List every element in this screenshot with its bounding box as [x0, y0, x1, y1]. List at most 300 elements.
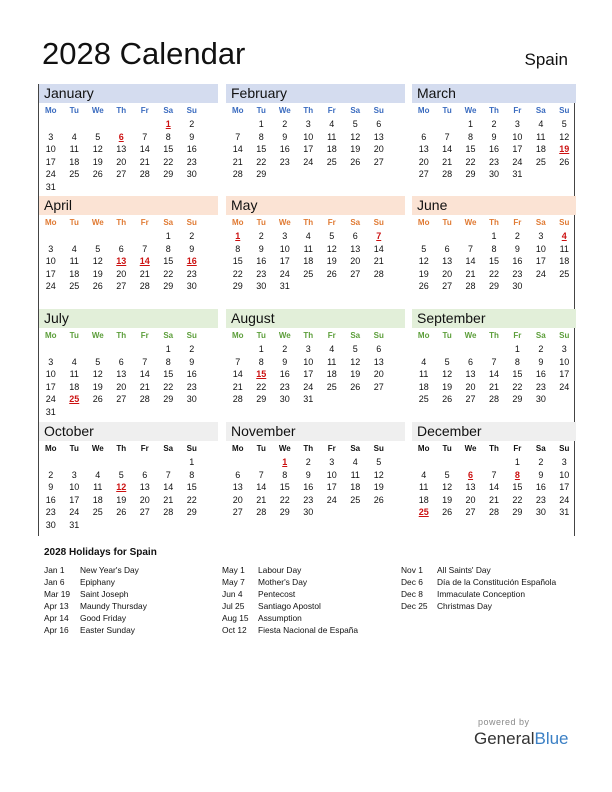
- holiday-item: [401, 576, 556, 588]
- weekday-label: Tu: [256, 444, 266, 453]
- weekday-label: Mo: [417, 444, 430, 453]
- week-row: [412, 168, 576, 181]
- month-name: May: [226, 196, 405, 215]
- weekday-header: [226, 215, 405, 230]
- day-cell: 6: [468, 469, 474, 480]
- week-row: [226, 280, 405, 293]
- month-january: [39, 84, 218, 197]
- weekday-label: We: [91, 444, 104, 453]
- day-cell: 17: [279, 256, 290, 267]
- day-cell: 18: [69, 268, 80, 279]
- week-row: [39, 268, 218, 281]
- day-cell: 7: [376, 231, 382, 241]
- week-row: [226, 268, 405, 281]
- day-cell: 11: [69, 144, 79, 155]
- day-cell: 27: [373, 381, 384, 392]
- weekday-label: Tu: [69, 106, 79, 115]
- weekday-label: Tu: [69, 218, 79, 227]
- day-cell: 19: [418, 268, 429, 279]
- day-cell: 11: [350, 469, 360, 480]
- day-cell: 4: [95, 469, 101, 480]
- day-cell: 16: [45, 494, 56, 505]
- week-row: [39, 131, 218, 144]
- week-row: [412, 469, 576, 482]
- weekday-label: Tu: [69, 331, 79, 340]
- day-cell: 19: [373, 482, 384, 493]
- holiday-item: [44, 600, 147, 612]
- day-cell: [344, 280, 368, 293]
- week-row: [412, 368, 576, 381]
- day-cell: 4: [305, 231, 311, 241]
- day-cell: 4: [71, 356, 77, 367]
- day-cell: 5: [352, 344, 358, 354]
- day-cell: 4: [561, 231, 567, 241]
- day-cell: [529, 168, 552, 181]
- day-cell: 19: [116, 494, 127, 505]
- week-row: [226, 356, 405, 369]
- day-cell: 24: [303, 156, 314, 167]
- day-cell: 7: [491, 469, 497, 480]
- weekday-header: [226, 441, 405, 456]
- day-cell: 24: [559, 494, 570, 505]
- day-cell: 26: [326, 268, 337, 279]
- day-cell: 22: [279, 494, 290, 505]
- weekday-label: Sa: [350, 218, 361, 227]
- day-cell: [63, 118, 87, 131]
- day-cell: 1: [165, 231, 171, 241]
- weekday-label: Fr: [513, 331, 522, 340]
- day-cell: [39, 343, 63, 356]
- day-cell: 5: [376, 457, 382, 467]
- day-cell: 29: [163, 281, 174, 292]
- week-row: [39, 255, 218, 268]
- brand-text-general: General: [474, 729, 535, 748]
- day-cell: 26: [559, 156, 570, 167]
- weekday-label: Tu: [442, 444, 452, 453]
- weekday-label: Mo: [417, 106, 430, 115]
- day-cell: 20: [373, 369, 384, 380]
- day-cell: 28: [373, 268, 384, 279]
- day-cell: 20: [350, 256, 361, 267]
- day-cell: 12: [350, 356, 361, 367]
- holiday-name: Maundy Thursday: [80, 601, 147, 611]
- day-cell: [110, 519, 134, 532]
- day-cell: 4: [71, 243, 77, 254]
- day-cell: 13: [116, 369, 127, 380]
- day-cell: 9: [189, 356, 195, 367]
- day-cell: 10: [535, 243, 546, 254]
- day-cell: 14: [139, 369, 150, 380]
- brand-logo[interactable]: [474, 729, 569, 749]
- day-cell: 15: [256, 144, 267, 155]
- day-cell: 13: [465, 369, 476, 380]
- day-cell: 23: [45, 507, 56, 518]
- day-cell: [39, 456, 63, 469]
- holiday-name: Easter Sunday: [80, 625, 135, 635]
- day-cell: 12: [373, 469, 384, 480]
- day-cell: [39, 118, 63, 131]
- day-cell: 1: [258, 119, 264, 129]
- week-row: [412, 393, 576, 406]
- day-cell: 21: [139, 381, 150, 392]
- day-cell: 1: [165, 344, 171, 354]
- day-cell: 11: [536, 131, 546, 142]
- weekday-label: We: [278, 331, 291, 340]
- weekday-label: Su: [373, 218, 384, 227]
- day-cell: 5: [561, 119, 567, 129]
- weekday-label: Fr: [327, 331, 336, 340]
- day-cell: [63, 456, 87, 469]
- day-cell: 26: [373, 494, 384, 505]
- week-row: [39, 456, 218, 469]
- day-cell: 11: [327, 356, 337, 367]
- week-row: [412, 506, 576, 519]
- weekday-label: Th: [116, 218, 127, 227]
- day-cell: 28: [139, 394, 150, 405]
- month-name: August: [226, 309, 405, 328]
- day-cell: 11: [419, 482, 429, 493]
- weekday-header: [39, 441, 218, 456]
- week-row: [39, 406, 218, 419]
- day-cell: 27: [465, 507, 476, 518]
- day-cell: 18: [535, 144, 546, 155]
- day-cell: 10: [326, 469, 337, 480]
- day-cell: 25: [350, 494, 361, 505]
- day-cell: 2: [514, 231, 520, 241]
- day-cell: 24: [535, 268, 546, 279]
- day-cell: 19: [442, 381, 453, 392]
- day-cell: 24: [559, 381, 570, 392]
- month-name: December: [412, 422, 576, 441]
- holiday-item: [401, 600, 556, 612]
- day-cell: 15: [163, 369, 174, 380]
- day-cell: 11: [327, 131, 337, 142]
- week-row: [226, 168, 405, 181]
- weekday-label: We: [464, 218, 477, 227]
- day-cell: 21: [139, 268, 150, 279]
- day-cell: 28: [488, 394, 499, 405]
- day-cell: [459, 230, 482, 243]
- weekday-label: Tu: [69, 444, 79, 453]
- weekday-label: Su: [373, 444, 384, 453]
- day-cell: 5: [95, 243, 101, 254]
- brand-text-blue: Blue: [534, 729, 569, 748]
- day-cell: 8: [235, 243, 241, 254]
- weekday-label: We: [464, 444, 477, 453]
- day-cell: 5: [444, 469, 450, 480]
- weekday-header: [412, 441, 576, 456]
- holiday-item: [401, 564, 556, 576]
- day-cell: 27: [116, 394, 127, 405]
- day-cell: 10: [559, 469, 570, 480]
- week-row: [412, 456, 576, 469]
- holiday-item: [44, 612, 147, 624]
- day-cell: 25: [69, 394, 80, 405]
- day-cell: 14: [139, 144, 150, 155]
- day-cell: 26: [116, 507, 127, 518]
- day-cell: [435, 118, 458, 131]
- month-name: January: [39, 84, 218, 103]
- day-cell: 20: [116, 156, 127, 167]
- day-cell: 4: [421, 356, 427, 367]
- holiday-item: [222, 600, 358, 612]
- weekday-label: Th: [303, 106, 314, 115]
- day-cell: 2: [282, 119, 288, 129]
- day-cell: 31: [279, 281, 290, 292]
- weekday-label: Fr: [327, 444, 336, 453]
- holiday-name: New Year's Day: [80, 565, 139, 575]
- weekday-label: Su: [559, 444, 570, 453]
- day-cell: 24: [279, 268, 290, 279]
- day-cell: 31: [45, 181, 56, 192]
- day-cell: 15: [279, 482, 290, 493]
- day-cell: [344, 393, 368, 406]
- day-cell: [63, 406, 87, 419]
- holiday-name: Pentecost: [258, 589, 296, 599]
- day-cell: [553, 280, 576, 293]
- week-row: [39, 280, 218, 293]
- month-name: July: [39, 309, 218, 328]
- day-cell: 7: [165, 469, 171, 480]
- day-cell: 10: [69, 482, 80, 493]
- holiday-column: [222, 564, 358, 636]
- holiday-date: May 7: [222, 577, 245, 587]
- day-cell: [529, 280, 552, 293]
- weekday-label: We: [278, 106, 291, 115]
- day-cell: 16: [186, 369, 197, 380]
- day-cell: [367, 280, 391, 293]
- day-cell: 18: [559, 256, 570, 267]
- day-cell: 21: [232, 381, 243, 392]
- weekday-header: [412, 328, 576, 343]
- day-cell: 17: [512, 144, 523, 155]
- weekday-label: Su: [186, 218, 197, 227]
- day-cell: 8: [468, 131, 474, 142]
- day-cell: 30: [45, 519, 56, 530]
- day-cell: 31: [512, 169, 523, 180]
- day-cell: 29: [512, 394, 523, 405]
- day-cell: 12: [92, 144, 103, 155]
- holiday-item: [222, 624, 358, 636]
- weekday-label: Sa: [535, 218, 546, 227]
- day-cell: 28: [256, 507, 267, 518]
- day-cell: [344, 168, 368, 181]
- holiday-date: Nov 1: [401, 565, 423, 575]
- weekday-label: Su: [559, 218, 570, 227]
- week-row: [226, 156, 405, 169]
- day-cell: 31: [303, 394, 314, 405]
- day-cell: 4: [329, 119, 335, 129]
- day-cell: 3: [561, 457, 567, 467]
- day-cell: 12: [442, 482, 453, 493]
- day-cell: 23: [488, 156, 499, 167]
- week-row: [39, 519, 218, 532]
- weekday-label: Th: [489, 444, 499, 453]
- day-cell: 17: [559, 369, 570, 380]
- day-cell: [110, 181, 134, 194]
- day-cell: 8: [258, 356, 264, 367]
- day-cell: [459, 456, 482, 469]
- week-row: [226, 456, 405, 469]
- holiday-item: [44, 564, 147, 576]
- holiday-date: Jan 1: [44, 565, 65, 575]
- holiday-column: [44, 564, 147, 636]
- day-cell: 28: [163, 507, 174, 518]
- weekday-label: Su: [186, 331, 197, 340]
- month-name: September: [412, 309, 576, 328]
- day-cell: 11: [93, 482, 103, 493]
- day-cell: 19: [442, 494, 453, 505]
- day-cell: 12: [350, 131, 361, 142]
- weekday-label: Tu: [256, 331, 266, 340]
- day-cell: [412, 118, 435, 131]
- day-cell: [86, 456, 110, 469]
- day-cell: [180, 181, 204, 194]
- day-cell: 18: [69, 156, 80, 167]
- day-cell: 9: [514, 243, 520, 254]
- day-cell: 22: [488, 268, 499, 279]
- day-cell: 9: [48, 482, 54, 493]
- week-row: [226, 255, 405, 268]
- weekday-label: Fr: [140, 106, 149, 115]
- day-cell: 16: [256, 256, 267, 267]
- day-cell: 14: [442, 144, 453, 155]
- month-july: [39, 309, 218, 422]
- day-cell: 29: [186, 507, 197, 518]
- day-cell: 9: [491, 131, 497, 142]
- day-cell: 11: [69, 369, 79, 380]
- week-row: [39, 506, 218, 519]
- day-cell: [367, 393, 391, 406]
- day-cell: 25: [418, 507, 429, 518]
- day-cell: 6: [118, 131, 124, 142]
- day-cell: 25: [303, 268, 314, 279]
- weekday-header: [39, 328, 218, 343]
- day-cell: 10: [45, 256, 56, 267]
- day-cell: 2: [282, 344, 288, 354]
- holiday-item: [44, 576, 147, 588]
- day-cell: [157, 519, 181, 532]
- month-february: [226, 84, 405, 197]
- holiday-date: Jun 4: [222, 589, 243, 599]
- day-cell: 21: [232, 156, 243, 167]
- day-cell: [412, 456, 435, 469]
- day-cell: 2: [189, 344, 195, 354]
- day-cell: 7: [444, 131, 450, 142]
- country-label: Spain: [524, 50, 568, 69]
- day-cell: 10: [303, 356, 314, 367]
- week-row: [39, 143, 218, 156]
- day-cell: 27: [232, 507, 243, 518]
- day-cell: 2: [538, 457, 544, 467]
- day-cell: [86, 118, 110, 131]
- weekday-label: Su: [373, 106, 384, 115]
- day-cell: 1: [258, 344, 264, 354]
- day-cell: 9: [282, 356, 288, 367]
- weekday-header: [226, 328, 405, 343]
- day-cell: 25: [326, 156, 337, 167]
- day-cell: 20: [465, 381, 476, 392]
- day-cell: 30: [303, 507, 314, 518]
- day-cell: 14: [373, 243, 384, 254]
- holiday-date: Jul 25: [222, 601, 245, 611]
- day-cell: [86, 181, 110, 194]
- day-cell: 29: [256, 169, 267, 180]
- day-cell: 29: [488, 281, 499, 292]
- holiday-item: [401, 588, 556, 600]
- holiday-item: [44, 588, 147, 600]
- day-cell: 16: [488, 144, 499, 155]
- weekday-label: Sa: [350, 106, 361, 115]
- day-cell: 16: [279, 144, 290, 155]
- day-cell: 4: [421, 469, 427, 480]
- holiday-date: Apr 14: [44, 613, 69, 623]
- day-cell: 4: [352, 457, 358, 467]
- powered-by-text: powered by: [478, 717, 530, 727]
- day-cell: 18: [326, 144, 337, 155]
- day-cell: [435, 230, 458, 243]
- day-cell: 30: [535, 394, 546, 405]
- day-cell: 27: [116, 281, 127, 292]
- week-row: [226, 368, 405, 381]
- day-cell: [367, 506, 391, 519]
- day-cell: 6: [118, 243, 124, 254]
- day-cell: 9: [305, 469, 311, 480]
- day-cell: 15: [232, 256, 243, 267]
- week-row: [412, 356, 576, 369]
- month-november: [226, 422, 405, 535]
- day-cell: 9: [189, 243, 195, 254]
- weekday-label: We: [91, 106, 104, 115]
- day-cell: 7: [235, 356, 241, 367]
- day-cell: 12: [116, 482, 127, 493]
- day-cell: 25: [69, 169, 80, 180]
- day-cell: 13: [350, 243, 361, 254]
- day-cell: 1: [468, 119, 474, 129]
- day-cell: 29: [232, 281, 243, 292]
- day-cell: 2: [258, 231, 264, 241]
- week-row: [412, 156, 576, 169]
- day-cell: 26: [92, 169, 103, 180]
- weekday-label: Mo: [44, 218, 57, 227]
- weekday-header: [39, 215, 218, 230]
- day-cell: 6: [235, 469, 241, 480]
- weekday-label: Fr: [140, 444, 149, 453]
- holiday-date: Apr 13: [44, 601, 69, 611]
- day-cell: 22: [256, 156, 267, 167]
- day-cell: 26: [442, 394, 453, 405]
- day-cell: 9: [258, 243, 264, 254]
- day-cell: 1: [514, 457, 520, 467]
- month-december: [412, 422, 576, 535]
- holiday-date: Dec 25: [401, 601, 428, 611]
- day-cell: 25: [559, 268, 570, 279]
- weekday-label: We: [91, 218, 104, 227]
- day-cell: 3: [48, 243, 54, 254]
- day-cell: 13: [442, 256, 453, 267]
- day-cell: 23: [186, 156, 197, 167]
- day-cell: 8: [258, 131, 264, 142]
- month-april: [39, 196, 218, 309]
- week-row: [39, 118, 218, 131]
- weekday-label: We: [278, 444, 291, 453]
- month-name: June: [412, 196, 576, 215]
- day-cell: 15: [163, 144, 174, 155]
- day-cell: [86, 519, 110, 532]
- day-cell: 8: [165, 356, 171, 367]
- day-cell: 5: [95, 356, 101, 367]
- day-cell: 24: [69, 507, 80, 518]
